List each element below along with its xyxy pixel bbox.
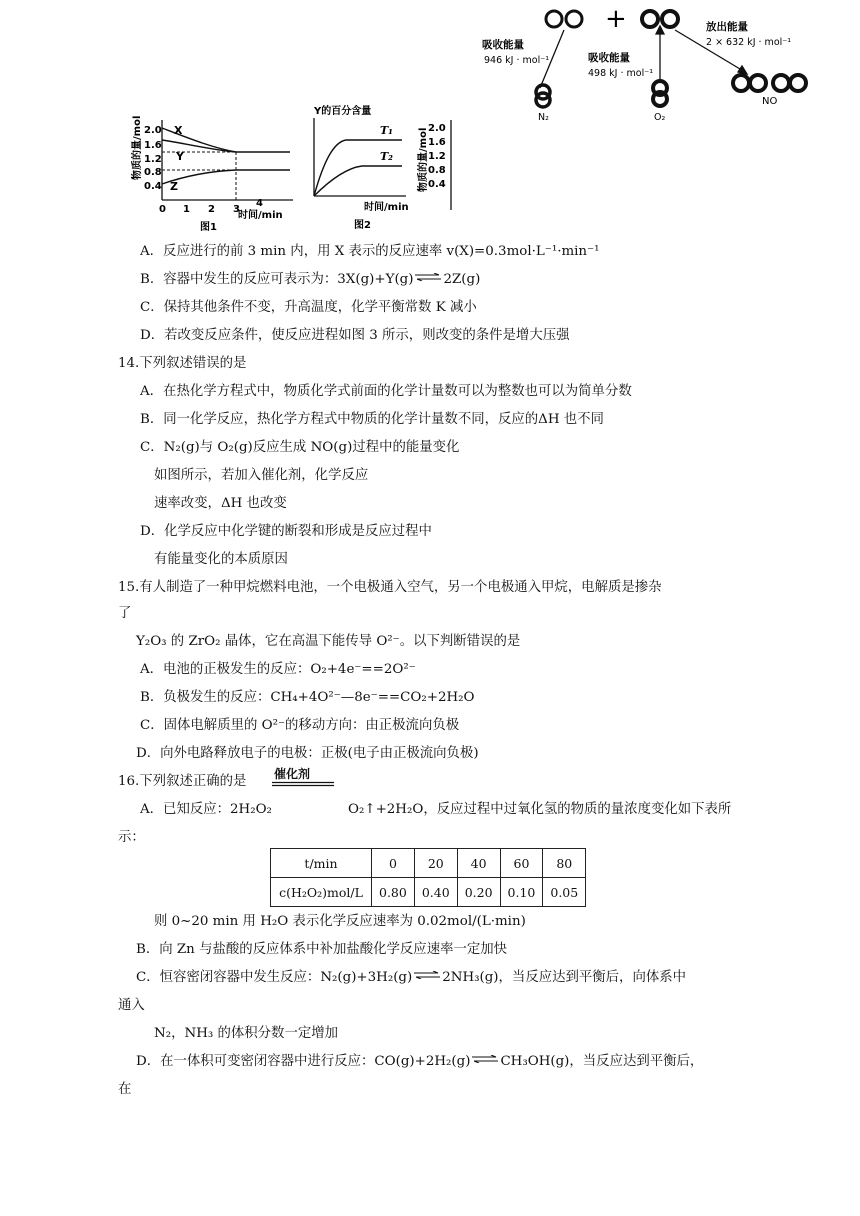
table-cell: t/min [271,849,372,878]
q16-option-d-line2: 在 [118,1082,132,1097]
no-molecules [733,75,806,91]
svg-text:0: 0 [159,204,166,215]
q13-option-c: C．保持其他条件不变，升高温度，化学平衡常数 K 减小 [140,300,477,315]
svg-text:1.6: 1.6 [144,140,162,151]
svg-text:0.4: 0.4 [428,179,446,190]
fig1-caption: 图1 [200,222,217,232]
absorb-left-label: 吸收能量 [482,39,524,51]
table-cell: 60 [500,849,543,878]
no-label: NO [762,96,778,107]
q15-stem-line1: 15.有人制造了一种甲烷燃料电池，一个电极通入空气，另一个电极通入甲烷，电解质是掺杂 [118,580,662,595]
table-row [271,878,586,907]
q14-option-d-line2: 有能量变化的本质原因 [154,552,288,567]
q13b-text: B．容器中发生的反应可表示为：3X(g)+Y(g) [140,272,414,287]
q16-option-c-line2: 通入 [118,998,145,1013]
fig2-label-t2: T₂ [380,150,394,163]
n2-molecule-top [546,11,582,27]
q15-option-b: B．负极发生的反应：CH₄+4O²⁻—8e⁻==CO₂+2H₂O [140,690,475,705]
equilibrium-arrow [472,1055,498,1063]
fig1-label-y: Y [176,150,184,163]
q13b-product: 2Z(g) [443,272,481,287]
table-cell: 40 [457,849,500,878]
q14-option-c-line3: 速率改变，ΔH 也改变 [154,496,287,511]
absorb-left-value: 946 kJ · mol⁻¹ [484,55,550,66]
q13-option-b [140,271,480,289]
svg-text:0.4: 0.4 [144,181,162,192]
fig2-xlabel: 时间/min [364,202,409,213]
q14-option-c-line2: 如图所示，若加入催化剂，化学反应 [154,468,369,483]
table-cell: 80 [543,849,586,878]
q14-option-c-line1: C．N₂(g)与 O₂(g)反应生成 NO(g)过程中的能量变化 [140,440,460,455]
q14-option-d-line1: D．化学反应中化学键的断裂和形成是反应过程中 [140,524,432,539]
q13-option-d: D．若改变反应条件，使反应进程如图 3 所示，则改变的条件是增大压强 [140,328,570,343]
svg-text:2: 2 [208,204,215,215]
q16-option-a-line3: 则 0~20 min 用 H₂O 表示化学反应速率为 0.02mol/(L·min) [154,914,526,929]
n2-molecule-bottom [536,85,550,107]
svg-text:1.2: 1.2 [428,151,446,162]
o2-label: O₂ [654,112,666,123]
catalyst-label: 催化剂 [274,767,311,781]
absorb-mid-value: 498 kJ · mol⁻¹ [588,68,654,79]
fig1-label-z: Z [170,180,178,193]
q14-stem: 14.下列叙述错误的是 [118,356,247,371]
table-cell: 0.20 [457,878,500,907]
equilibrium-arrow [415,273,441,281]
q16-option-d-line1 [136,1053,703,1071]
fig1-yticks [144,125,162,192]
catalyst-arrow [272,781,336,787]
table-cell: 0.05 [543,878,586,907]
release-value: 2 × 632 kJ · mol⁻¹ [706,37,792,48]
q16c-text-post: 2NH₃(g)，当反应达到平衡后，向体系中 [442,970,687,985]
q15-stem-line3: Y₂O₃ 的 ZrO₂ 晶体，它在高温下能传导 O²⁻。以下判断错误的是 [136,634,521,649]
plus-sign: + [605,4,627,34]
energy-diagram [470,0,830,125]
svg-text:1.6: 1.6 [428,137,446,148]
table-cell: 0.40 [414,878,457,907]
q16-option-c-line1 [136,969,686,987]
svg-text:1: 1 [183,204,190,215]
svg-text:0.8: 0.8 [144,167,162,178]
q15-option-a: A．电池的正极发生的反应：O₂+4e⁻==2O²⁻ [140,662,416,677]
curve-t2 [314,166,402,196]
q16c-text: C．恒容密闭容器中发生反应：N₂(g)+3H₂(g) [136,970,413,985]
svg-text:0.8: 0.8 [428,165,446,176]
q16d-text-post: CH₃OH(g)，当反应达到平衡后， [500,1054,704,1069]
table-cell: 0.10 [500,878,543,907]
concentration-table [270,848,586,907]
q16-option-a-post: O₂↑+2H₂O，反应过程中过氧化氢的物质的量浓度变化如下表所 [348,802,732,817]
curve-z [162,170,290,184]
equilibrium-arrow [414,971,440,979]
q16d-text: D．在一体积可变密闭容器中进行反应：CO(g)+2H₂(g) [136,1054,471,1069]
release-label: 放出能量 [706,21,748,33]
curve-t1 [314,140,402,196]
q15-option-d: D．向外电路释放电子的电极：正极(电子由正极流向负极) [136,746,479,761]
q16-option-c-line3: N₂，NH₃ 的体积分数一定增加 [154,1026,339,1041]
fig2-title: Y的百分含量 [314,106,372,117]
svg-text:3: 3 [233,204,240,215]
fig2-right-yticks [428,123,446,190]
fig2-caption: 图2 [354,220,371,231]
figure-1 [128,100,298,232]
table-cell: 20 [414,849,457,878]
q13-option-a: A．反应进行的前 3 min 内，用 X 表示的反应速率 v(X)=0.3mol·L⁻¹·min⁻¹ [140,244,600,259]
n2-label: N₂ [538,112,549,123]
q15-stem-line2: 了 [118,606,132,621]
fig1-xlabel: 时间/min [238,210,283,221]
q16-option-b: B．向 Zn 与盐酸的反应体系中补加盐酸化学反应速率一定加快 [136,942,508,957]
svg-text:4: 4 [256,198,263,209]
table-row [271,849,586,878]
table-cell: c(H₂O₂)mol/L [271,878,372,907]
q15-option-c: C．固体电解质里的 O²⁻的移动方向：由正极流向负极 [140,718,460,733]
q14-option-b: B．同一化学反应，热化学方程式中物质的化学计量数不同，反应的ΔH 也不同 [140,412,604,427]
table-cell: 0 [372,849,415,878]
o2-molecule-bottom [653,81,667,106]
fig2-label-t1: T₁ [380,124,394,137]
q16-option-a-line2: 示： [118,830,145,845]
svg-text:2.0: 2.0 [428,123,446,134]
fig1-ylabel: 物质的量/mol [132,115,143,180]
q16-option-a-pre: A．已知反应：2H₂O₂ [140,802,272,817]
figure-2 [306,100,466,232]
fig1-label-x: X [174,124,183,137]
fig2-right-ylabel: 物质的量/mol [418,127,429,192]
q14-option-a: A．在热化学方程式中，物质化学式前面的化学计量数可以为整数也可以为简单分数 [140,384,632,399]
svg-text:2.0: 2.0 [144,125,162,136]
absorb-mid-label: 吸收能量 [588,52,630,64]
q16-stem: 16.下列叙述正确的是 [118,774,247,789]
table-cell: 0.80 [372,878,415,907]
svg-text:1.2: 1.2 [144,154,162,165]
